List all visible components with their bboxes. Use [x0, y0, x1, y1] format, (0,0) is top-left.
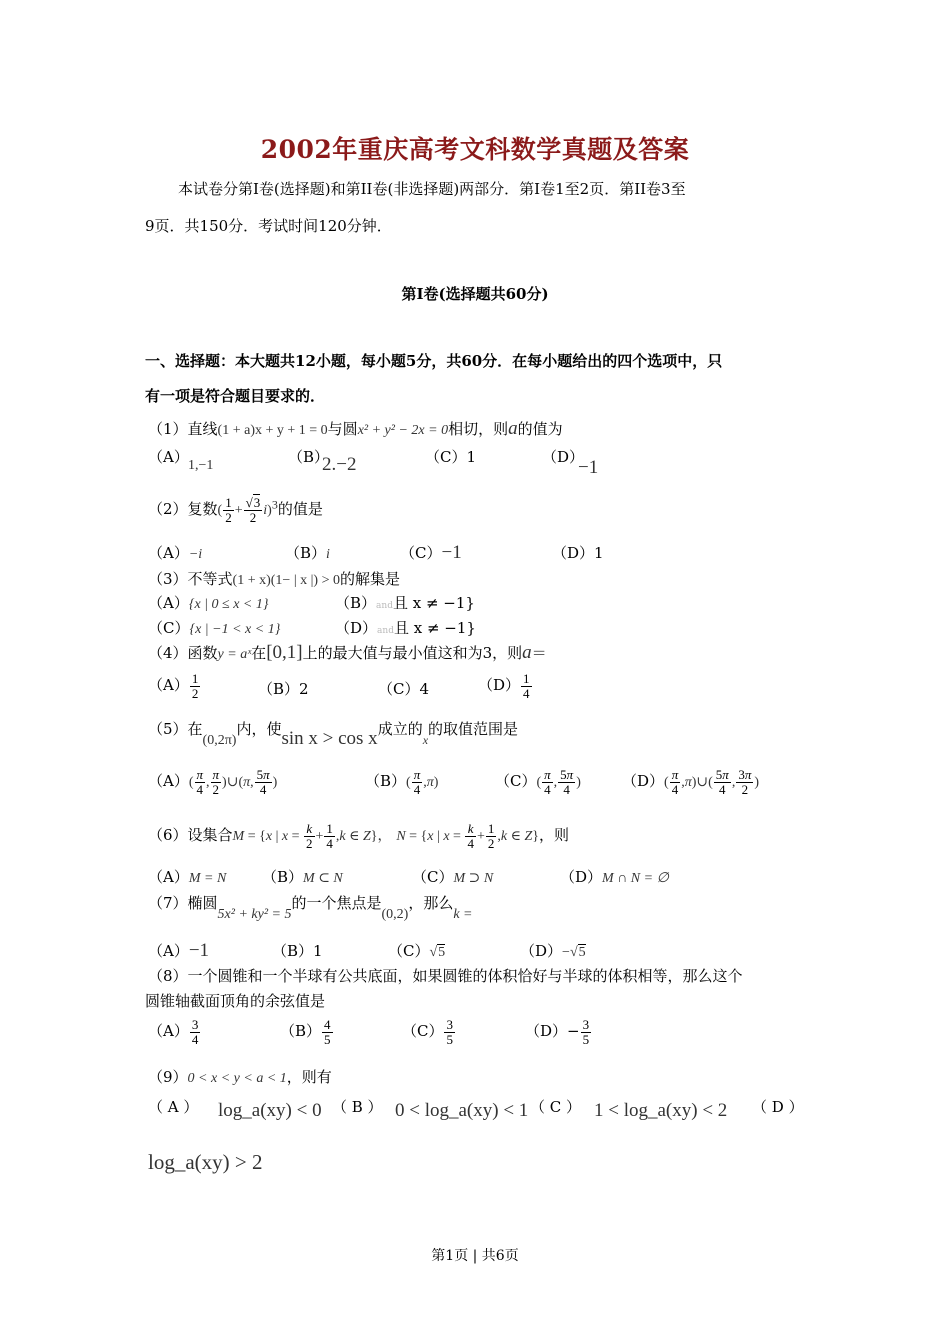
question-8-option-c: （C） $\frac{3}{5}$: [402, 1017, 453, 1047]
question-6-option-a: （A）M = N: [148, 868, 227, 886]
question-1-option-b-value: 2.−2: [322, 454, 357, 475]
question-9-option-b: （ B ）: [332, 1098, 383, 1116]
question-3-option-c: （C）{x | −1 < x < 1}: [148, 619, 281, 637]
question-1-option-b: （B）: [288, 448, 330, 466]
question-3-option-b: （B）and且 x ≠ −1}: [335, 594, 475, 612]
question-1-option-a: （A）: [148, 448, 189, 466]
question-9-option-d-value: log_a(xy) > 2: [148, 1150, 263, 1174]
question-3-stem: （3）不等式(1 + x)(1− | x |) > 0的解集是: [148, 570, 401, 588]
question-7-option-a: （A）−1: [148, 940, 210, 961]
question-2-option-b: （B）i: [285, 544, 330, 562]
question-6-option-b: （B）M ⊂ N: [262, 868, 343, 886]
question-4-option-a: （A） $\frac{1}{2}$: [148, 671, 199, 701]
question-7-stem: （7）椭圆5x² + ky² = 5的一个焦点是(0,2)，那么k =: [148, 894, 473, 922]
question-9-option-d: （ D ）: [752, 1098, 804, 1116]
question-2-option-a: （A）−i: [148, 544, 203, 562]
section-title: 第Ⅰ卷(选择题共60分): [401, 285, 549, 303]
question-5-option-b: （B）( $\frac{\pi}{4}$ ,π): [365, 767, 439, 797]
question-1-option-d: （D）: [542, 448, 585, 466]
question-9-option-c: （ C ）: [530, 1098, 582, 1116]
question-8-option-d: （D）− $\frac{3}{5}$: [525, 1017, 590, 1047]
question-2-stem: （2）复数( $\frac{1}{2}$ + $\frac{√3}{2}$ i)$^3$的值是: [148, 495, 323, 525]
question-4-stem: （4）函数y = aˣ在[0,1]上的最大值与最小值这和为3，则a＝: [148, 642, 547, 663]
question-8-line-2: 圆锥轴截面顶角的余弦值是: [145, 992, 326, 1010]
question-9-stem: （9）0 < x < y < a < 1，则有: [148, 1068, 332, 1086]
question-7-option-d: （D）−√5: [520, 942, 586, 960]
question-9-option-a-value: log_a(xy) < 0: [218, 1100, 322, 1121]
question-1-stem: （1）直线(1 + a)x + y + 1 = 0与圆x² + y² − 2x = 0相切，则a的值为: [148, 418, 563, 439]
question-9-option-b-value: 0 < log_a(xy) < 1: [395, 1100, 529, 1121]
question-8-line-1: （8）一个圆锥和一个半球有公共底面，如果圆锥的体积恰好与半球的体积相等，那么这个: [148, 967, 743, 985]
question-7-option-b: （B）1: [272, 942, 323, 960]
question-8-option-a: （A） $\frac{3}{4}$: [148, 1017, 199, 1047]
question-2-option-d: （D）1: [552, 544, 604, 562]
question-5-option-a: （A）( $\frac{\pi}{4}$ , $\frac{\pi}{2}$ )∪(π, $\frac{5\pi}{4}$ ): [148, 767, 278, 797]
question-3-option-d: （D）and且 x ≠ −1}: [335, 619, 476, 637]
question-1-option-d-value: −1: [578, 457, 599, 478]
question-4-option-b: （B）2: [258, 680, 309, 698]
part-heading-line-1: 一、选择题：本大题共12小题，每小题5分，共60分．在每小题给出的四个选项中，只: [145, 352, 723, 370]
question-6-option-d: （D）M ∩ N = ∅: [560, 868, 669, 886]
question-5-option-d: （D）( $\frac{\pi}{4}$ ,π)∪( $\frac{5\pi}{4}$ , $\frac{3\pi}{2}$ ): [622, 767, 759, 797]
question-1-option-a-value: 1,−1: [188, 458, 214, 473]
question-9-option-a: （ A ）: [148, 1098, 199, 1116]
intro-line-1: 本试卷分第Ⅰ卷(选择题)和第II卷(非选择题)两部分．第Ⅰ卷1至2页．第II卷3至: [178, 180, 686, 198]
question-5-option-c: （C）( $\frac{\pi}{4}$ , $\frac{5\pi}{4}$ ): [495, 767, 581, 797]
question-9-option-c-value: 1 < log_a(xy) < 2: [594, 1100, 728, 1121]
part-heading-line-2: 有一项是符合题目要求的．: [145, 387, 326, 405]
question-2-option-c: （C）−1: [400, 542, 462, 563]
question-1-option-c: （C）1: [425, 448, 477, 466]
question-4-option-d: （D） $\frac{1}{4}$: [478, 671, 530, 701]
page-title: 2002年重庆高考文科数学真题及答案: [260, 135, 690, 164]
question-4-option-c: （C）4: [378, 680, 430, 698]
intro-line-2: 9页．共150分．考试时间120分钟．: [145, 217, 392, 235]
question-3-option-a: （A）{x | 0 ≤ x < 1}: [148, 594, 269, 612]
question-8-option-b: （B） $\frac{4}{5}$: [280, 1017, 331, 1047]
question-7-option-c: （C）√5: [388, 942, 446, 960]
question-6-option-c: （C）M ⊃ N: [412, 868, 494, 886]
question-6-stem: （6）设集合M = {x | x = $\frac{k}{2}$ + $\frac{1}{4}$ ,k ∈ Z}， N = {x | x = $\frac{k}{4}$ + $\frac{1}{2}$ ,k ∈ Z}，则: [148, 821, 569, 851]
question-5-stem: （5）在(0,2π)内，使sin x > cos x成立的$_x$的取值范围是: [148, 720, 519, 749]
page-footer: 第1页 | 共6页: [431, 1248, 519, 1264]
